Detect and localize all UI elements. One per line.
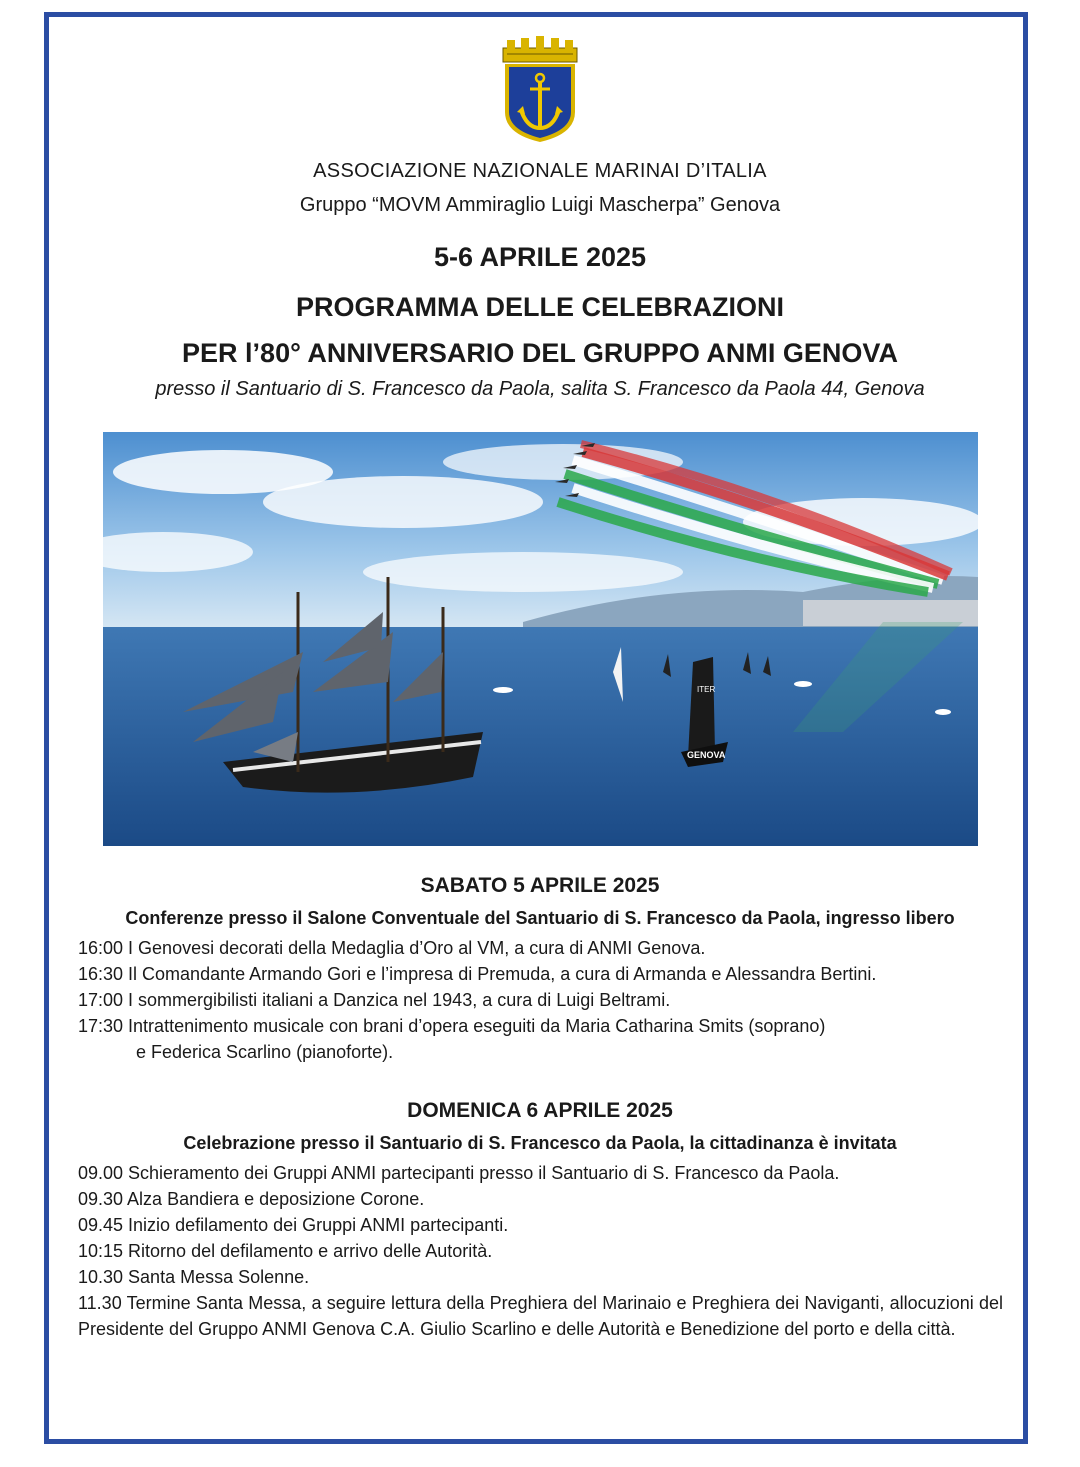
tall-ship-frecce-tricolori-photo (103, 432, 978, 846)
schedule-item: 09.30 Alza Bandiera e deposizione Corone. (78, 1189, 425, 1209)
schedule-item: 17:30 Intrattenimento musicale con brani d’opera eseguiti da Maria Catharina Smits (soprano) (78, 1016, 826, 1036)
schedule-item: 09.45 Inizio defilamento dei Gruppi ANMI partecipanti. (78, 1215, 509, 1235)
schedule-item: 10:15 Ritorno del defilamento e arrivo delle Autorità. (78, 1241, 493, 1261)
event-dates: 5-6 APRILE 2025 (433, 242, 647, 272)
program-title-line2: PER l’80° ANNIVERSARIO DEL GRUPPO ANMI GENOVA (182, 338, 898, 368)
anmi-crest-icon (497, 34, 583, 144)
yacht-sail-text: ITER (697, 685, 716, 694)
saturday-schedule (78, 935, 1008, 1065)
venue-address: presso il Santuario di S. Francesco da Paola, salita S. Francesco da Paola 44, Genova (155, 378, 925, 400)
saturday-subtitle: Conferenze presso il Salone Conventuale del Santuario di S. Francesco da Paola, ingresso libero (125, 908, 955, 928)
schedule-item: 11.30 Termine Santa Messa, a seguire lettura della Preghiera del Marinaio e Preghiera dei Naviganti, allocuzioni del Presidente del Gruppo ANMI Genova C.A. Giulio Scarlino e delle Autorità e Benedizione del porto e della città. (78, 1293, 1003, 1339)
program-title-line1: PROGRAMMA DELLE CELEBRAZIONI (296, 292, 784, 322)
schedule-item: 09.00 Schieramento dei Gruppi ANMI partecipanti presso il Santuario di S. Francesco da Paola. (78, 1163, 840, 1183)
association-name: ASSOCIAZIONE NAZIONALE MARINAI D’ITALIA (313, 160, 767, 182)
saturday-title: SABATO 5 APRILE 2025 (420, 874, 660, 897)
schedule-item: 17:00 I sommergibilisti italiani a Danzica nel 1943, a cura di Luigi Beltrami. (78, 990, 671, 1010)
schedule-item-continuation: e Federica Scarlino (pianoforte). (136, 1042, 394, 1062)
yacht-hull-text: GENOVA (687, 750, 726, 760)
schedule-item: 10.30 Santa Messa Solenne. (78, 1267, 310, 1287)
schedule-item: 16:00 I Genovesi decorati della Medaglia d’Oro al VM, a cura di ANMI Genova. (78, 938, 706, 958)
sunday-title: DOMENICA 6 APRILE 2025 (407, 1099, 673, 1122)
sunday-subtitle: Celebrazione presso il Santuario di S. Francesco da Paola, la cittadinanza è invitata (183, 1133, 897, 1153)
group-name: Gruppo “MOVM Ammiraglio Luigi Mascherpa” Genova (299, 194, 781, 216)
sunday-schedule (78, 1160, 1008, 1342)
schedule-item: 16:30 Il Comandante Armando Gori e l’impresa di Premuda, a cura di Armanda e Alessandra Bertini. (78, 964, 877, 984)
